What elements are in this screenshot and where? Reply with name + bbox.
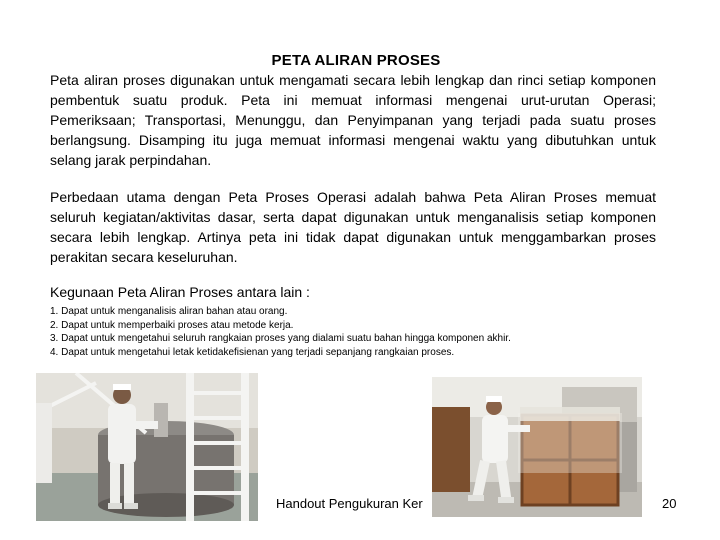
list-item: 3. Dapat untuk mengetahui seluruh rangkaian proses yang dialami suatu bahan hingga komponen akhir. [50, 333, 511, 344]
page-title: PETA ALIRAN PROSES [271, 52, 441, 69]
list-item: 1. Dapat untuk menganalisis aliran bahan atau orang. [50, 306, 288, 317]
page-number: 20 [662, 496, 677, 511]
footer-text: Handout Pengukuran Ker [276, 496, 423, 511]
factory-crate-photo [432, 377, 642, 517]
list-item: 4. Dapat untuk mengetahui letak ketidakefisienan yang terjadi sepanjang rangkaian proses. [50, 346, 455, 358]
comparison-paragraph: Perbedaan utama dengan Peta Proses Operasi adalah bahwa Peta Aliran Proses memuat seluruh kegiatan/aktivitas dasar, serta dapat digunakan untuk menganalisis setiap komponen secara lebih lengkap. Artinya peta ini tidak dapat digunakan untuk menggambarkan proses perakitan secara keseluruhan. [50, 189, 656, 265]
uses-list [50, 305, 511, 359]
uses-heading: Kegunaan Peta Aliran Proses antara lain : [50, 284, 310, 300]
intro-paragraph: Peta aliran proses digunakan untuk mengamati secara lebih lengkap dan rinci setiap komponen pembentuk suatu produk. Peta ini memuat informasi mengenai urut-urutan Operasi; Pemeriksaan; Transportasi, Menunggu, dan Penyimpanan yang terjadi pada suatu proses berlangsung. Disamping itu juga memuat informasi mengenai waktu yang dibutuhkan untuk selang jarak perpindahan. [50, 72, 656, 168]
list-item: 2. Dapat untuk memperbaiki proses atau metode kerja. [50, 319, 294, 331]
factory-mixing-photo [36, 373, 258, 521]
